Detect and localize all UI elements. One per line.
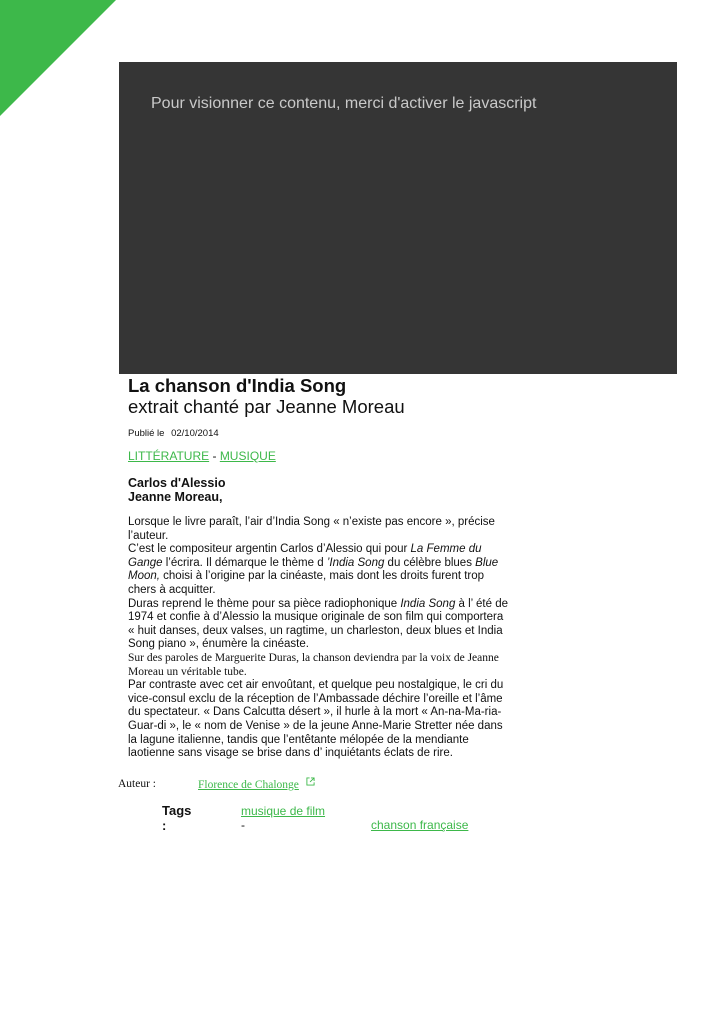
author-label: Auteur :: [118, 778, 157, 790]
paragraph-3: Duras reprend le thème pour sa pièce radiophonique India Song à l’ été de 1974 et confie à d’Alessio la musique originale de son film qui comportera « huit danses, deux valses, un ragtime, un charleston, deux blues et India Song piano », énumère la cinéaste.: [128, 597, 508, 651]
category-separator: -: [212, 449, 217, 463]
author-row: [198, 777, 315, 791]
article-body: [128, 516, 508, 761]
external-link-icon: [306, 777, 315, 786]
javascript-required-message: Pour visionner ce contenu, merci d'activer le javascript: [151, 95, 537, 112]
category-link-musique[interactable]: MUSIQUE: [219, 449, 276, 463]
video-player[interactable]: [119, 62, 677, 374]
artists-block: [128, 476, 225, 504]
tags-label: Tags :: [162, 803, 192, 833]
article-subtitle: extrait chanté par Jeanne Moreau: [128, 396, 405, 417]
paragraph-5: Par contraste avec cet air envoûtant, et quelque peu nostalgique, le cri du vice-consul exclu de la réception de l’Ambassade déchire l’oreille et l’âme du spectateur. « Dans Calcutta désert », il hurle à la mort « An-na-Ma-ria-Guar-di », le « nom de Venise » de la jeune Anne-Marie Stretter née dans la lagune italienne, tandis que l’entêtante mélopée de la mendiante laotienne sans visage se brise dans d’ inquiétants éclats de rire.: [128, 679, 504, 760]
published-label: Publié le: [128, 428, 165, 439]
artist-composer: Carlos d'Alessio: [128, 476, 226, 490]
author-link[interactable]: Florence de Chalonge: [198, 779, 299, 791]
category-links: [128, 449, 276, 463]
paragraph-1: Lorsque le livre paraît, l’air d’India Song « n’existe pas encore », précise l’auteur.: [128, 516, 495, 542]
published-date: 02/10/2014: [171, 428, 219, 439]
tag-link-musique-de-film[interactable]: musique de film: [241, 804, 326, 818]
paragraph-4: Sur des paroles de Marguerite Duras, la chanson deviendra par la voix de Jeanne Moreau un véritable tube.: [128, 651, 499, 678]
paragraph-2: C’est le compositeur argentin Carlos d’Alessio qui pour La Femme du Gange l’écrira. Il démarque le thème d ’India Song du célèbre blues Blue Moon, choisi à l’origine par la cinéaste, mais dont les droits furent trop chers à acquitter.: [128, 543, 499, 596]
green-corner-decoration: [0, 0, 116, 116]
artist-singer: Jeanne Moreau,: [128, 490, 223, 504]
tag-separator: -: [241, 818, 245, 832]
tag-link-chanson-francaise[interactable]: chanson française: [371, 818, 469, 832]
article-title: La chanson d'India Song: [128, 375, 347, 396]
category-link-litterature[interactable]: LITTÉRATURE: [128, 449, 210, 463]
published-line: [128, 428, 219, 439]
